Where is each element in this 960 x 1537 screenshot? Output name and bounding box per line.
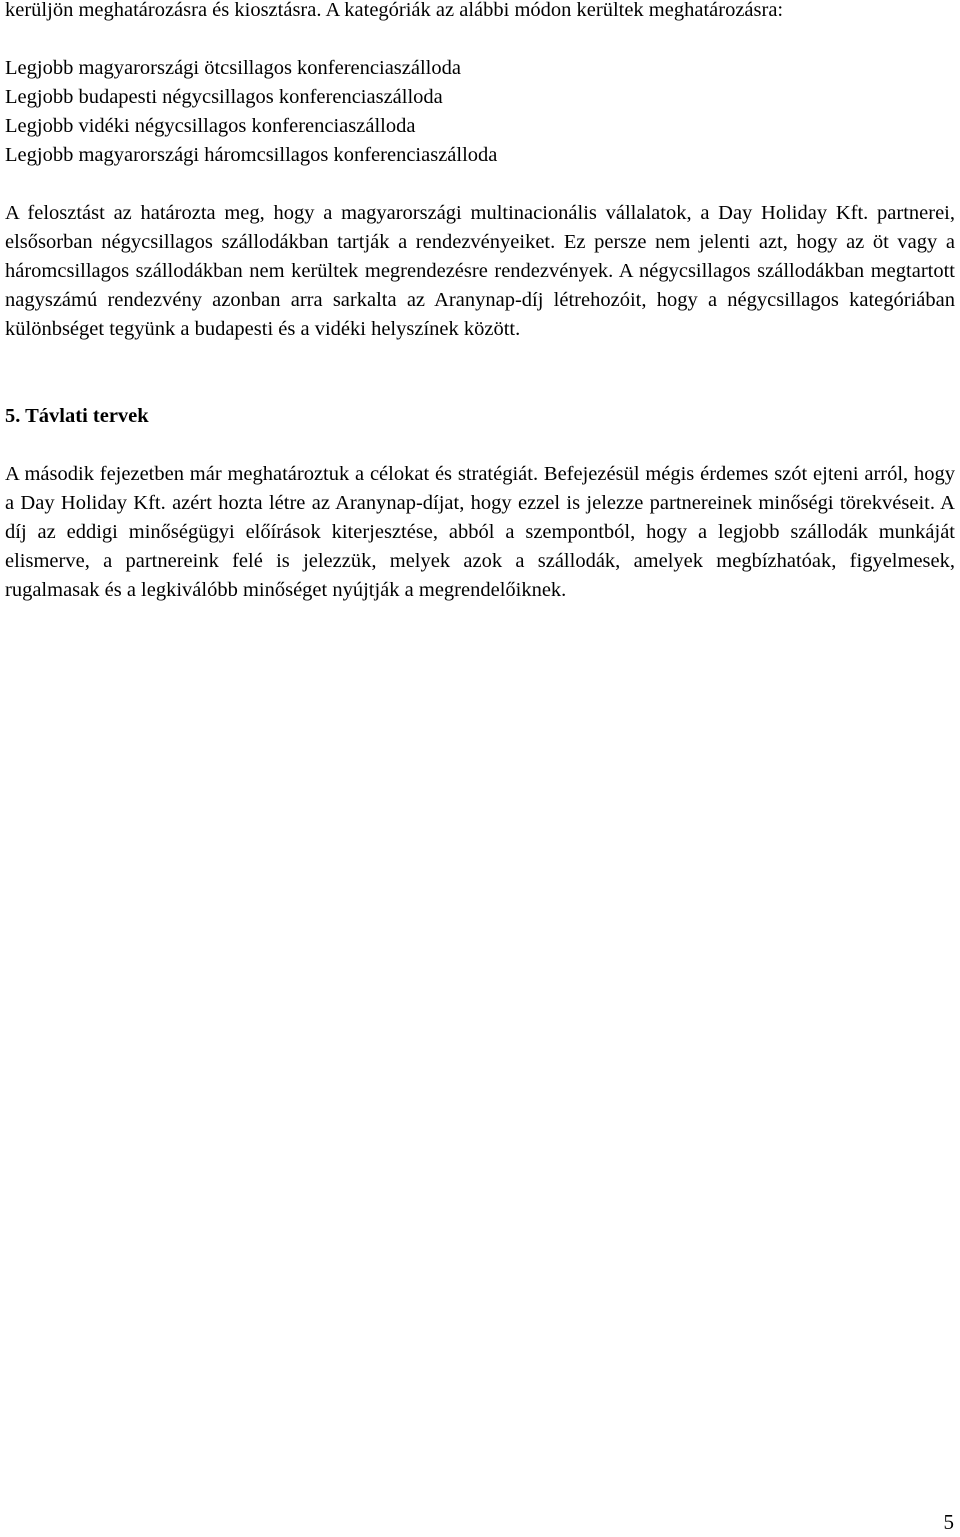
category-list <box>5 54 955 170</box>
page-number: 5 <box>943 1510 954 1534</box>
intro-paragraph: kerüljön meghatározásra és kiosztásra. A kategóriák az alábbi módon kerültek meghatározásra: <box>5 0 784 21</box>
allocation-paragraph: A felosztást az határozta meg, hogy a magyarországi multinacionális vállalatok, a Day Holiday Kft. partnerei, elsősorban négycsillagos szállodákban tartják a rendezvényeiket. Ez persze nem jelenti azt, hogy az öt vagy a háromcsillagos szállodákban nem kerültek megrendezésre rendezvények. A négycsillagos szállodákban megtartott nagyszámú rendezvény azonban arra sarkalta az Aranynap-díj létrehozóit, hogy a négycsillagos kategóriában különbséget tegyünk a budapesti és a vidéki helyszínek között. <box>5 202 955 340</box>
category-item: Legjobb magyarországi háromcsillagos konferenciaszálloda <box>5 144 498 166</box>
plans-paragraph: A második fejezetben már meghatároztuk a célokat és stratégiát. Befejezésül mégis érdemes szót ejteni arról, hogy a Day Holiday Kft. azért hozta létre az Aranynap-díjat, hogy ezzel is jelezze partnereinek minőségi törekvéseit. A díj az eddigi minőségügyi előírások kiterjesztése, abból a szempontból, hogy a legjobb szállodák munkáját elismerve, a partnereink felé is jelezzük, melyek azok a szállodák, amelyek megbízhatóak, figyelmesek, rugalmasak és a legkiválóbb minőséget nyújtják a megrendelőiknek. <box>5 463 955 601</box>
category-item: Legjobb budapesti négycsillagos konferenciaszálloda <box>5 86 443 108</box>
section-heading: 5. Távlati tervek <box>5 405 149 427</box>
category-item: Legjobb vidéki négycsillagos konferenciaszálloda <box>5 115 416 137</box>
document-page <box>5 0 955 605</box>
category-item: Legjobb magyarországi ötcsillagos konferenciaszálloda <box>5 57 461 79</box>
